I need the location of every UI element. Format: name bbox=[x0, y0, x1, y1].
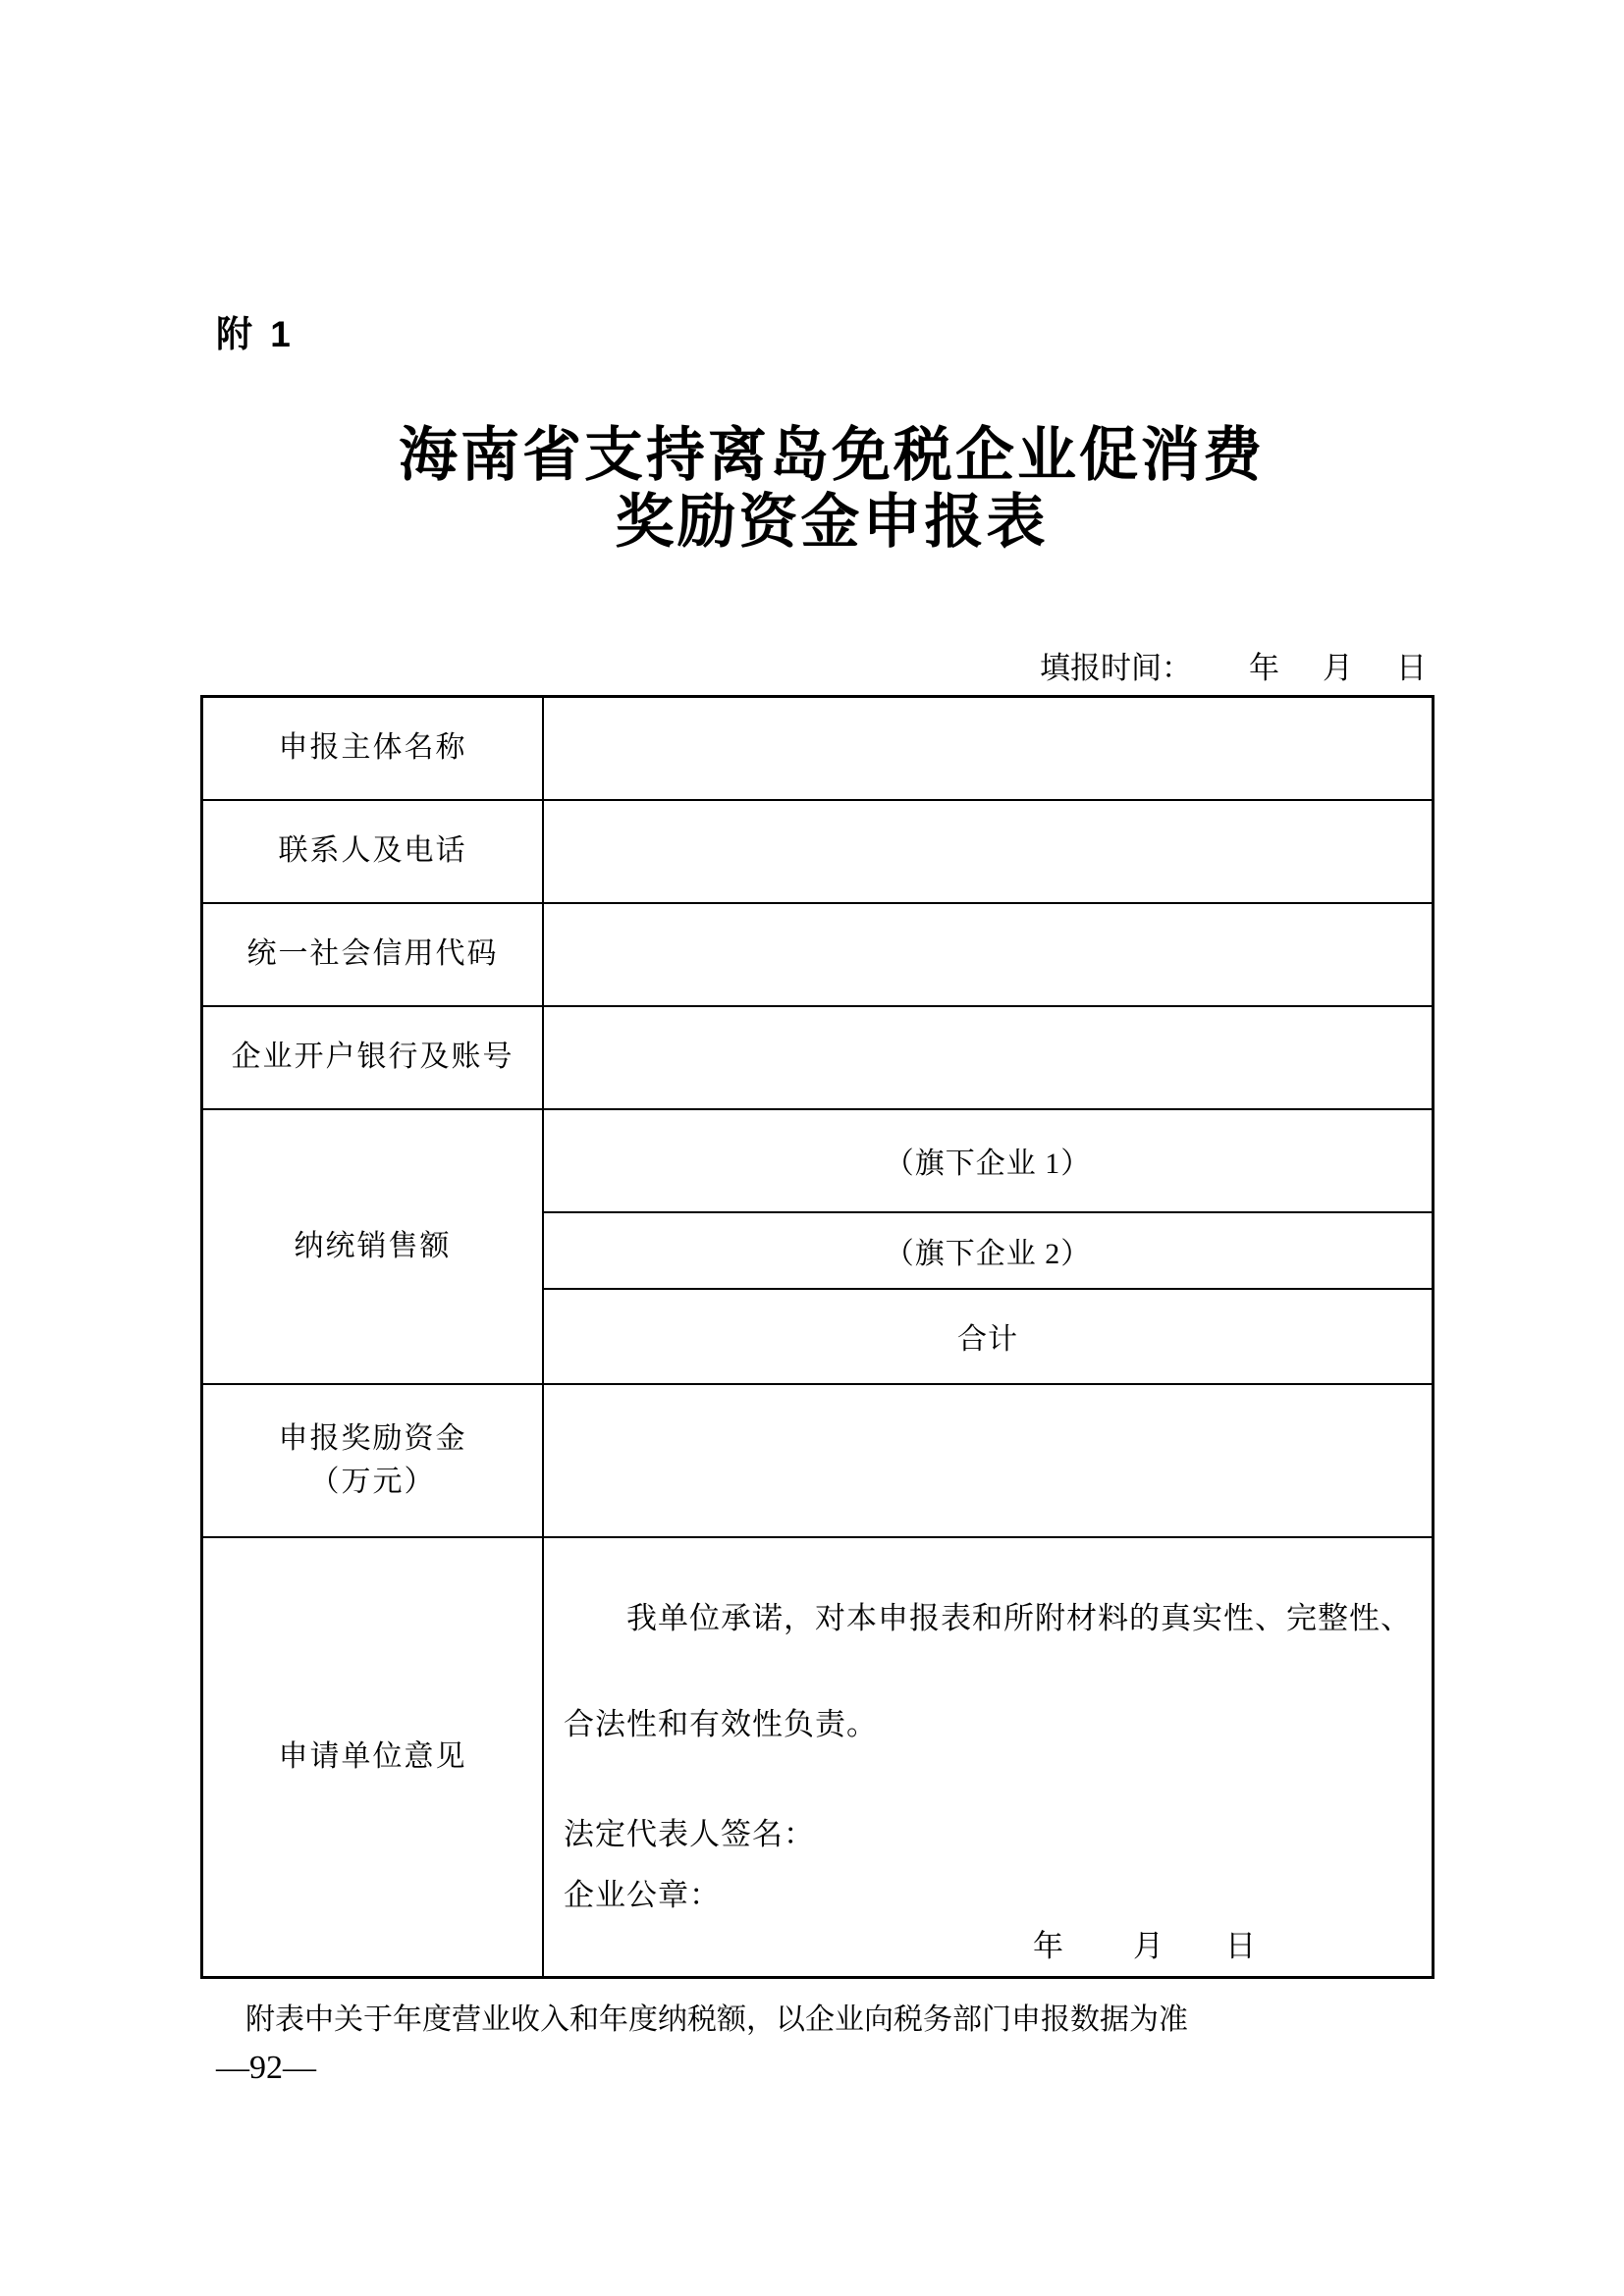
page-number: —92— bbox=[216, 2050, 316, 2086]
credit-code-input-cell[interactable] bbox=[543, 903, 1434, 1006]
fill-time-line bbox=[200, 643, 1427, 687]
applicant-name-input-cell[interactable] bbox=[543, 697, 1434, 800]
applicant-opinion-label: 申请单位意见 bbox=[202, 1537, 544, 1978]
legal-representative-signature-label: 法定代表人签名： bbox=[564, 1816, 815, 1851]
reward-amount-label-line2: （万元） bbox=[309, 1465, 436, 1498]
fill-time-month-label: 月 bbox=[1323, 651, 1353, 685]
document-title bbox=[20, 422, 1624, 556]
attachment-number-label: 附 1 bbox=[216, 314, 295, 354]
table-row bbox=[202, 1006, 1434, 1109]
fill-time-label: 填报时间： bbox=[1040, 651, 1192, 685]
opinion-date-month-label: 月 bbox=[1133, 1928, 1164, 1963]
application-form-table bbox=[200, 695, 1435, 1979]
opinion-date-line bbox=[564, 1928, 1402, 1965]
reward-amount-input-cell[interactable] bbox=[543, 1384, 1434, 1537]
reward-amount-label-line1: 申报奖励资金 bbox=[278, 1421, 467, 1455]
credit-code-label: 统一社会信用代码 bbox=[202, 903, 544, 1006]
commitment-text-line2: 合法性和有效性负责。 bbox=[564, 1706, 878, 1741]
table-row bbox=[202, 697, 1434, 800]
subsidiary-1-sales-cell[interactable]: （旗下企业 1） bbox=[543, 1109, 1434, 1212]
commitment-text-line1: 我单位承诺，对本申报表和所附材料的真实性、完整性、 bbox=[626, 1600, 1412, 1635]
table-row bbox=[202, 1537, 1434, 1978]
opinion-date-year-label: 年 bbox=[1033, 1928, 1064, 1963]
bank-account-label: 企业开户银行及账号 bbox=[202, 1006, 544, 1109]
applicant-opinion-content bbox=[544, 1600, 1432, 1965]
applicant-opinion-cell[interactable] bbox=[543, 1537, 1434, 1978]
contact-phone-input-cell[interactable] bbox=[543, 800, 1434, 903]
bank-account-input-cell[interactable] bbox=[543, 1006, 1434, 1109]
statistical-sales-label: 纳统销售额 bbox=[202, 1109, 544, 1384]
sales-total-cell[interactable]: 合计 bbox=[543, 1289, 1434, 1384]
document-title-line2: 奖励资金申报表 bbox=[615, 490, 1049, 555]
fill-time-year-label: 年 bbox=[1249, 651, 1279, 685]
applicant-name-label: 申报主体名称 bbox=[202, 697, 544, 800]
table-row bbox=[202, 800, 1434, 903]
contact-phone-label: 联系人及电话 bbox=[202, 800, 544, 903]
table-row bbox=[202, 1384, 1434, 1537]
company-seal-label: 企业公章： bbox=[564, 1877, 721, 1912]
subsidiary-2-sales-cell[interactable]: （旗下企业 2） bbox=[543, 1212, 1434, 1289]
table-row bbox=[202, 903, 1434, 1006]
fill-time-day-label: 日 bbox=[1396, 651, 1427, 685]
table-footnote: 附表中关于年度营业收入和年度纳税额，以企业向税务部门申报数据为准 bbox=[245, 2003, 1188, 2036]
opinion-date-day-label: 日 bbox=[1225, 1928, 1257, 1963]
document-title-line1: 海南省支持离岛免税企业促消费 bbox=[399, 423, 1265, 488]
reward-amount-label bbox=[202, 1384, 544, 1537]
table-row bbox=[202, 1109, 1434, 1212]
